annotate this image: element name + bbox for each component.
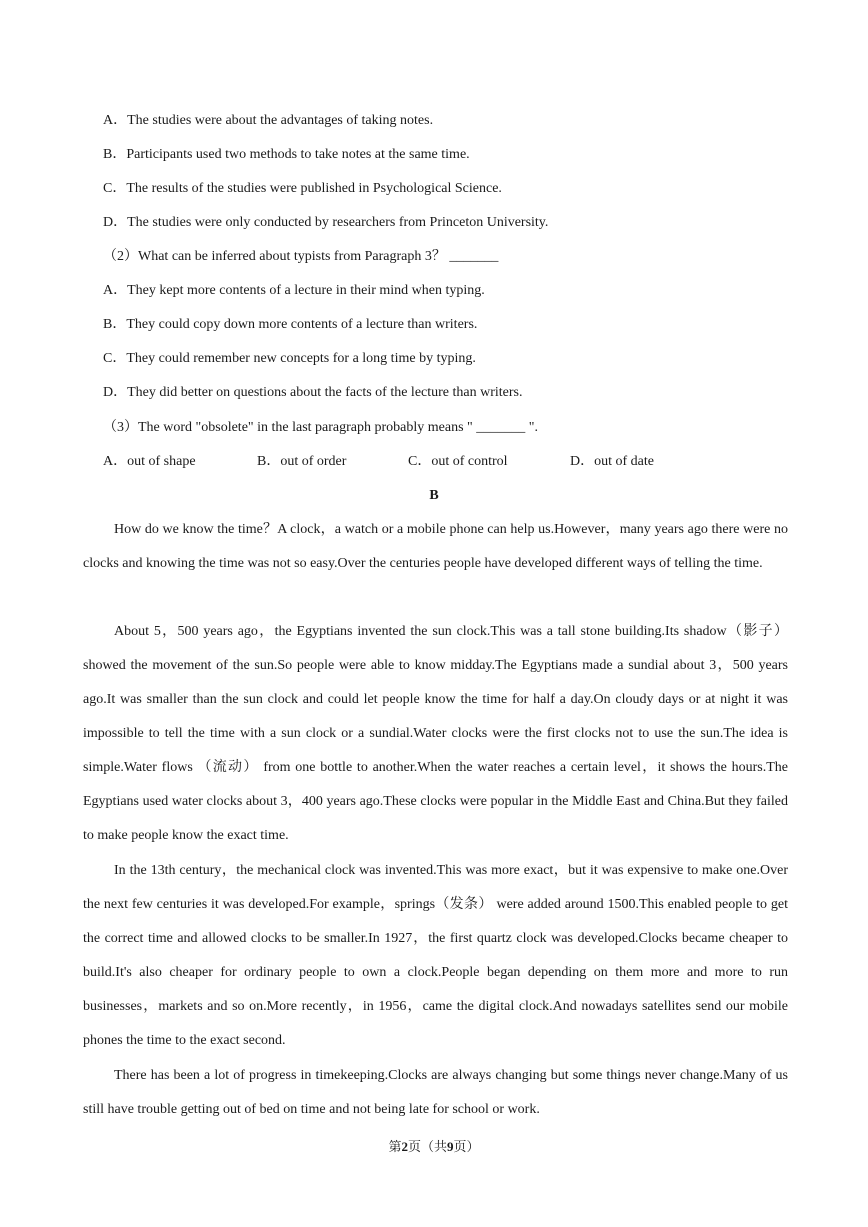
q2-option-a: A．They kept more contents of a lecture in their mind when typing. bbox=[103, 283, 485, 298]
passage-paragraph-3 bbox=[83, 854, 788, 1058]
q3-option-c: C．out of control bbox=[408, 454, 508, 469]
footer-suffix: 页） bbox=[453, 1139, 480, 1154]
page-footer bbox=[0, 1137, 868, 1157]
section-heading: B bbox=[429, 488, 439, 503]
paragraph-text: How do we know the time？A clock，a watch or a mobile phone can help us.However，many years ago there were no clocks and knowing the time was not so easy.Over the centuries people have developed different ways of telling the time. bbox=[83, 522, 788, 571]
paragraph-text: In the 13th century，the mechanical clock was invented.This was more exact，but it was expensive to make one.Over the next few centuries it was developed.For example，springs（发条） were added around 1500.This enabled people to get the correct time and allowed clocks to be smaller.In 1927，the first quartz clock was developed.Clocks became cheaper to build.It's also cheaper for ordinary people to own a clock.People began depending on them more and more to run businesses，markets and so on.More recently，in 1956，came the digital clock.And nowadays satellites send our mobile phones the time to the exact second. bbox=[83, 863, 788, 1048]
q2-question: （2）What can be inferred about typists from Paragraph 3？ _______ bbox=[103, 249, 499, 264]
passage-paragraph-2 bbox=[83, 615, 788, 853]
q3-options bbox=[103, 452, 703, 472]
q2-option-b: B．They could copy down more contents of a lecture than writers. bbox=[103, 317, 478, 332]
q1-option-d: D．The studies were only conducted by researchers from Princeton University. bbox=[103, 215, 549, 230]
footer-middle: 页（共 bbox=[407, 1139, 447, 1154]
paragraph-text: There has been a lot of progress in timekeeping.Clocks are always changing but some things never change.Many of us still have trouble getting out of bed on time and not being late for school or work. bbox=[83, 1068, 788, 1117]
q1-option-b: B．Participants used two methods to take notes at the same time. bbox=[103, 147, 470, 162]
q3-option-d: D．out of date bbox=[570, 454, 654, 469]
passage-paragraph-4 bbox=[83, 1059, 788, 1127]
passage-paragraph-1 bbox=[83, 513, 788, 581]
footer-total-pages: 9 bbox=[447, 1139, 454, 1154]
q3-option-b: B．out of order bbox=[257, 454, 347, 469]
q1-option-a: A．The studies were about the advantages of taking notes. bbox=[103, 113, 434, 128]
q3-option-a: A．out of shape bbox=[103, 454, 196, 469]
q3-question: （3）The word "obsolete" in the last paragraph probably means " _______ ". bbox=[103, 420, 538, 435]
q2-option-c: C．They could remember new concepts for a long time by typing. bbox=[103, 351, 476, 366]
footer-prefix: 第 bbox=[388, 1139, 402, 1154]
q2-option-d: D．They did better on questions about the facts of the lecture than writers. bbox=[103, 385, 523, 400]
footer-page-number: 2 bbox=[401, 1139, 408, 1154]
paragraph-text: About 5，500 years ago，the Egyptians invented the sun clock.This was a tall stone building.Its shadow（影子） showed the movement of the sun.So people were able to know midday.The Egyptians made a sundial about 3，500 years ago.It was smaller than the sun clock and could let people know the time for half a day.On cloudy days or at night it was impossible to tell the time with a sun clock or a sundial.Water clocks were the first clocks not to use the sun.The idea is simple.Water flows （流动） from one bottle to another.When the water reaches a certain level，it shows the hours.The Egyptians used water clocks about 3，400 years ago.These clocks were popular in the Middle East and China.But they failed to make people know the exact time. bbox=[83, 624, 788, 843]
q1-option-c: C．The results of the studies were published in Psychological Science. bbox=[103, 181, 502, 196]
